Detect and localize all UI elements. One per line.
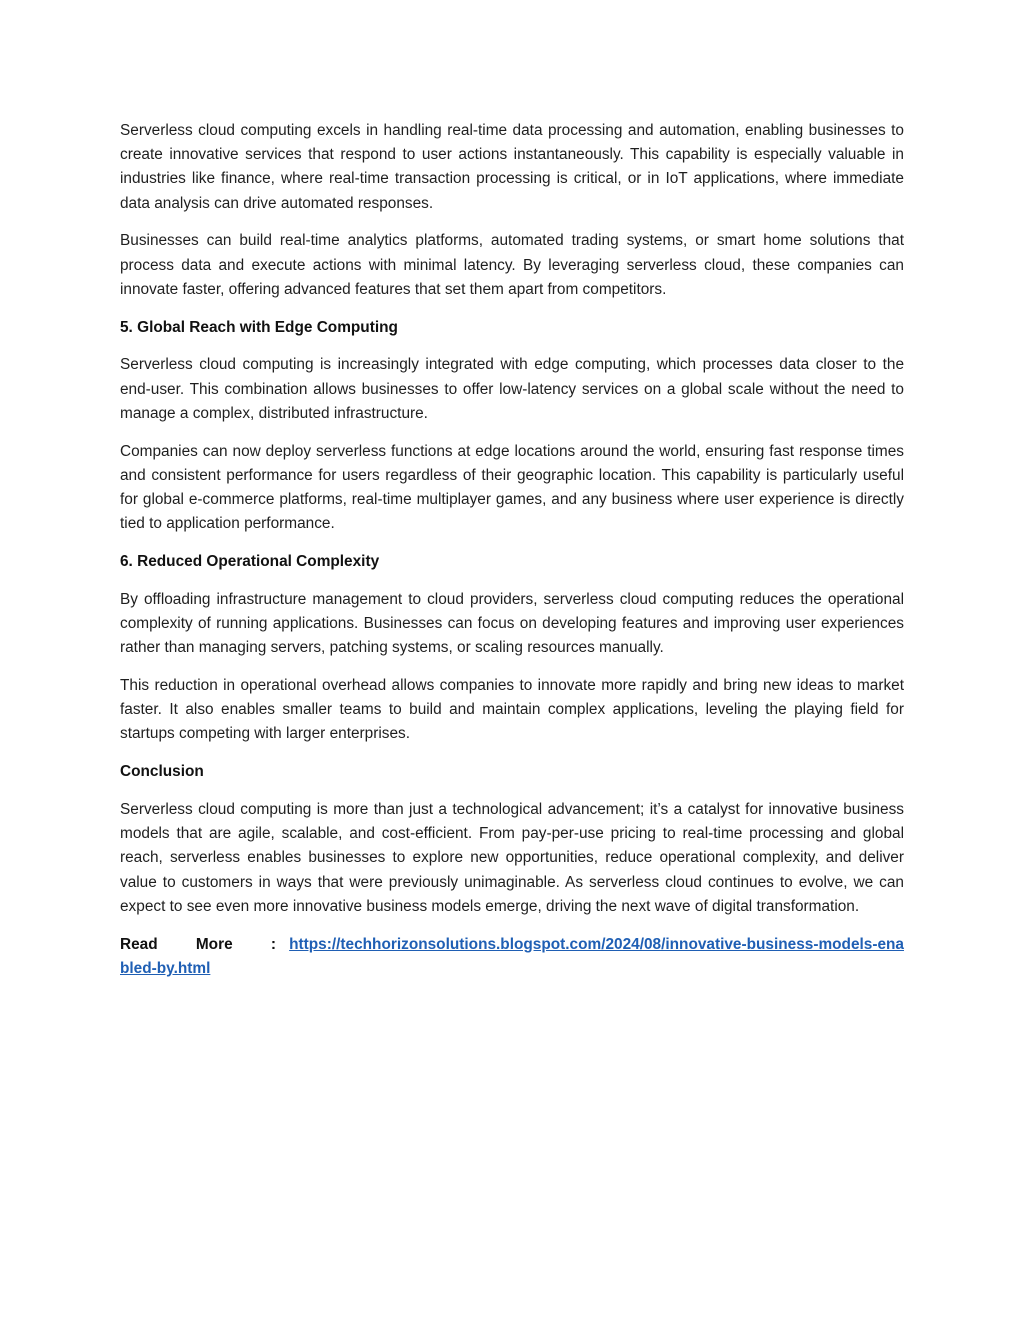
paragraph-edge-deployment: Companies can now deploy serverless functions at edge locations around the world, ensuring fast response times and consistent performance for users regardless of their geographic location. This capability is particularly useful for global e-commerce platforms, real-time multiplayer games, and any business where user experience is directly tied to application performance. [120, 442, 904, 533]
heading-global-reach: 5. Global Reach with Edge Computing [120, 318, 398, 336]
paragraph-conclusion: Serverless cloud computing is more than just a technological advancement; it’s a catalyst for innovative business models that are agile, scalable, and cost-efficient. From pay-per-use pricing to real-time processing and global reach, serverless enables businesses to explore new opportunities, reduce operational complexity, and deliver value to customers in ways that were previously unimaginable. As serverless cloud continues to evolve, we can expect to see even more innovative business models emerge, driving the next wave of digital transformation. [120, 801, 904, 915]
paragraph-offloading: By offloading infrastructure management to cloud providers, serverless cloud computing reduces the operational complexity of running applications. Businesses can focus on developing features and improving user experiences rather than managing servers, patching systems, or scaling resources manually. [120, 590, 904, 657]
heading-operational-complexity: 6. Reduced Operational Complexity [120, 553, 380, 571]
read-more-line [120, 933, 904, 981]
read-more-label: Read More : [120, 935, 276, 953]
paragraph-edge-integration: Serverless cloud computing is increasingly integrated with edge computing, which processes data closer to the end-user. This combination allows businesses to offer low-latency services on a global scale without the need to manage a complex, distributed infrastructure. [120, 356, 904, 422]
paragraph-realtime-processing: Serverless cloud computing excels in handling real-time data processing and automation, enabling businesses to create innovative services that respond to user actions instantaneously. This capability is especially valuable in industries like finance, where real-time transaction processing is critical, or in IoT applications, where immediate data analysis can drive automated responses. [120, 122, 904, 212]
paragraph-overhead-reduction: This reduction in operational overhead allows companies to innovate more rapidly and bring new ideas to market faster. It also enables smaller teams to build and maintain complex applications, leveling the playing field for startups competing with larger enterprises. [120, 677, 904, 743]
read-more-link[interactable]: https://techhorizonsolutions.blogspot.com/2024/08/innovative-business-models-enabled-by.html [120, 935, 904, 977]
paragraph-realtime-platforms: Businesses can build real-time analytics platforms, automated trading systems, or smart home solutions that process data and execute actions with minimal latency. By leveraging serverless cloud, these companies can innovate faster, offering advanced features that set them apart from competitors. [120, 232, 904, 298]
heading-conclusion: Conclusion [120, 763, 204, 781]
document-page [120, 119, 904, 981]
